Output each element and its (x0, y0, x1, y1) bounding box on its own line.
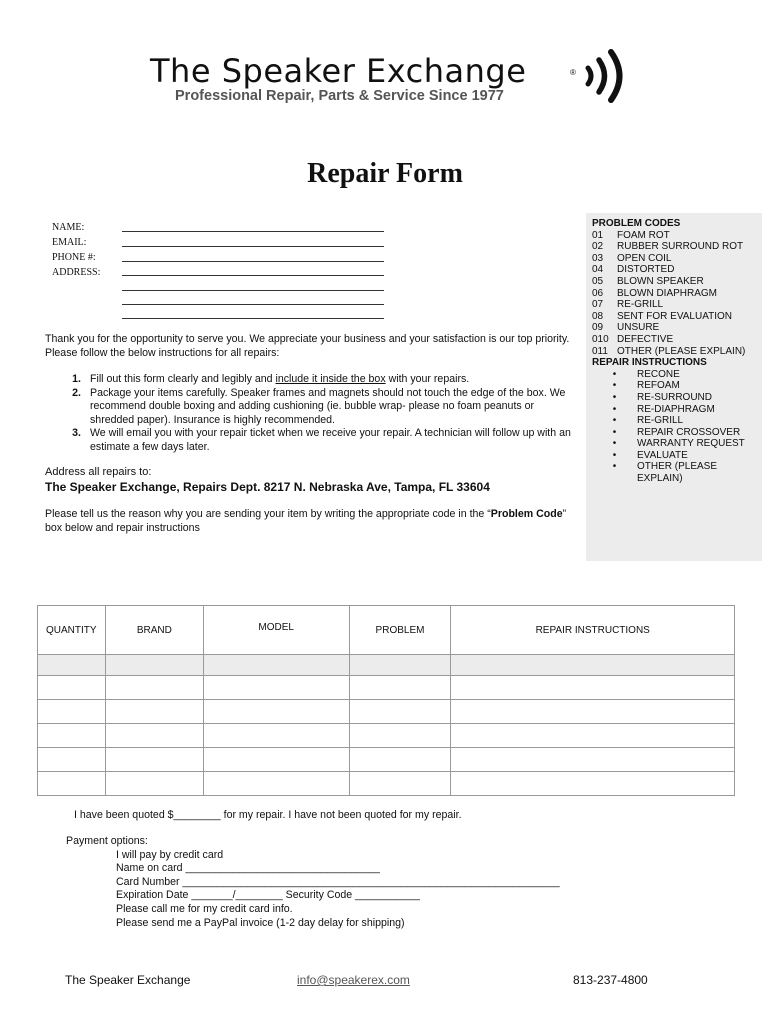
bullet-icon: • (612, 403, 617, 415)
code-number: 06 (592, 287, 604, 299)
name-label: NAME: (52, 222, 85, 233)
code-label: UNSURE (617, 322, 660, 334)
paypal-invoice-option[interactable]: Please send me a PayPal invoice (1-2 day delay for shipping) (116, 916, 405, 929)
step-text (90, 373, 575, 387)
bullet-icon: • (612, 391, 617, 403)
table-cell[interactable] (203, 676, 349, 700)
table-cell[interactable] (38, 748, 106, 772)
step-text-underlined: include it inside the box (275, 373, 386, 385)
repair-instruction-label: RE-GRILL (637, 415, 684, 427)
table-row (38, 748, 735, 772)
table-cell[interactable] (105, 676, 203, 700)
table-row (38, 700, 735, 724)
column-header-model: MODEL (203, 606, 349, 655)
repair-instruction-label: RECONE (637, 368, 680, 380)
code-number: 08 (592, 310, 604, 322)
instruction-step (45, 373, 575, 387)
column-header-brand: BRAND (105, 606, 203, 655)
quote-line: I have been quoted $________ for my repair. I have not been quoted for my repair. (74, 809, 462, 821)
intro-paragraph: Thank you for the opportunity to serve you. We appreciate your business and your satisfaction is our top priority. (45, 333, 570, 345)
repair-instruction-label: RE-SURROUND (637, 391, 712, 403)
page-title: Repair Form (307, 158, 463, 189)
step-text-part: with your repairs. (385, 373, 470, 385)
table-cell[interactable] (38, 724, 106, 748)
contact-field-labels (52, 220, 100, 280)
bullet-icon: • (612, 461, 617, 473)
step-number: 3. (72, 427, 81, 439)
table-cell[interactable] (451, 676, 735, 700)
table-cell[interactable] (38, 772, 106, 796)
instruction-steps (45, 373, 575, 454)
reason-text (45, 508, 575, 535)
code-label: SENT FOR EVALUATION (617, 310, 733, 322)
table-cell[interactable] (105, 772, 203, 796)
problem-code-item (592, 346, 756, 358)
table-cell[interactable] (203, 772, 349, 796)
table-cell[interactable] (349, 676, 451, 700)
table-cell[interactable] (349, 655, 451, 676)
address-field-line-2[interactable] (122, 290, 384, 291)
step-number: 2. (72, 386, 81, 399)
problem-code-item (592, 253, 756, 265)
phone-label: PHONE #: (52, 252, 96, 263)
table-cell[interactable] (203, 724, 349, 748)
repair-instruction-label: RE-DIAPHRAGM (637, 403, 715, 415)
bullet-icon: • (612, 368, 617, 380)
reason-text-part: Please tell us the reason why you are sending your item by writing the appropriate code in the “ (45, 508, 491, 520)
step-number: 1. (72, 373, 81, 385)
card-number-field[interactable]: Card Number ________________________________________________________________ (116, 875, 560, 888)
code-label: BLOWN DIAPHRAGM (617, 287, 718, 299)
column-header-repair-instructions: REPAIR INSTRUCTIONS (451, 606, 735, 655)
payment-options (66, 835, 560, 930)
repair-instruction-label: OTHER (PLEASE EXPLAIN) (637, 461, 718, 485)
problem-code-item (592, 288, 756, 300)
bullet-icon: • (612, 415, 617, 427)
table-cell[interactable] (349, 700, 451, 724)
code-label: FOAM ROT (617, 229, 670, 241)
registered-mark: ® (570, 68, 576, 77)
bullet-icon: • (612, 380, 617, 392)
table-cell[interactable] (105, 700, 203, 724)
reason-text-bold: Problem Code (490, 508, 563, 520)
code-number: 09 (592, 322, 604, 334)
column-header-quantity: QUANTITY (38, 606, 106, 655)
problem-codes-heading: PROBLEM CODES (592, 218, 681, 229)
repair-instructions-heading: REPAIR INSTRUCTIONS (592, 357, 707, 369)
table-cell[interactable] (349, 772, 451, 796)
step-text: We will email you with your repair ticket when we receive your repair. A technician will follow up with an estimate a few days later. (90, 427, 571, 453)
table-cell[interactable] (203, 748, 349, 772)
address-label: ADDRESS: (52, 267, 101, 278)
problem-codes-list (592, 230, 756, 358)
repair-instruction-item (592, 380, 756, 392)
problem-code-item (592, 334, 756, 346)
code-number: 02 (592, 241, 604, 253)
table-row (38, 676, 735, 700)
company-logo (150, 48, 640, 110)
repair-address: The Speaker Exchange, Repairs Dept. 8217 N. Nebraska Ave, Tampa, FL 33604 (45, 480, 490, 494)
logo-name: The Speaker Exchange (150, 52, 527, 90)
problem-code-item (592, 322, 756, 334)
code-number: 011 (592, 345, 608, 357)
problem-code-item (592, 230, 756, 242)
table-row (38, 772, 735, 796)
table-cell[interactable] (105, 748, 203, 772)
table-row (38, 724, 735, 748)
problem-code-item (592, 311, 756, 323)
code-label: OPEN COIL (617, 252, 672, 264)
repair-instruction-item (592, 438, 756, 450)
repair-instruction-label: WARRANTY REQUEST (637, 438, 745, 450)
phone-field[interactable] (122, 261, 384, 262)
table-cell[interactable] (105, 655, 203, 676)
table-cell[interactable] (451, 772, 735, 796)
table-cell[interactable] (105, 724, 203, 748)
instructions-lead: Please follow the below instructions for all repairs: (45, 346, 280, 359)
code-label: RUBBER SURROUND ROT (617, 241, 744, 253)
repair-instruction-item (592, 369, 756, 381)
table-cell[interactable] (38, 676, 106, 700)
problem-codes-box (586, 213, 762, 561)
repair-instruction-item (592, 427, 756, 439)
repair-instruction-label: EVALUATE (637, 449, 688, 461)
address-heading: Address all repairs to: (45, 466, 152, 478)
code-number: 04 (592, 264, 604, 276)
table-cell[interactable] (349, 748, 451, 772)
footer-email-link[interactable]: info@speakerex.com (297, 973, 410, 987)
code-number: 05 (592, 275, 604, 287)
problem-code-item (592, 299, 756, 311)
repair-instruction-item (592, 415, 756, 427)
reason-text-part: ” box below and repair instructions (45, 508, 567, 534)
email-label: EMAIL: (52, 237, 87, 248)
table-cell[interactable] (203, 700, 349, 724)
problem-code-item (592, 241, 756, 253)
code-label: OTHER (PLEASE EXPLAIN) (617, 345, 746, 357)
address-field-line-1[interactable] (122, 275, 384, 276)
code-number: 07 (592, 299, 604, 311)
problem-code-item (592, 264, 756, 276)
bullet-icon: • (612, 426, 617, 438)
repair-instruction-item (592, 450, 756, 462)
instruction-step (45, 387, 575, 428)
repair-instruction-item (592, 404, 756, 416)
email-field[interactable] (122, 246, 384, 247)
call-me-option[interactable]: Please call me for my credit card info. (116, 902, 293, 915)
footer-company: The Speaker Exchange (65, 973, 191, 987)
name-on-card-field[interactable]: Name on card _________________________________ (116, 862, 380, 875)
sound-waves-icon (582, 48, 632, 104)
bullet-icon: • (612, 438, 617, 450)
repair-instruction-item (592, 461, 756, 484)
table-cell[interactable] (349, 724, 451, 748)
column-header-problem: PROBLEM (349, 606, 451, 655)
table-cell[interactable] (203, 655, 349, 676)
intro-text (45, 333, 575, 360)
table-cell[interactable] (38, 655, 106, 676)
logo-tagline: Professional Repair, Parts & Service Since 1977 (175, 88, 504, 104)
code-number: 010 (592, 333, 609, 345)
code-label: DISTORTED (617, 264, 675, 276)
table-cell[interactable] (451, 655, 735, 676)
step-text-part: Fill out this form clearly and legibly and (90, 373, 276, 385)
table-cell[interactable] (451, 700, 735, 724)
repair-instructions-list (592, 369, 756, 485)
pay-by-credit-card-option[interactable]: I will pay by credit card (116, 848, 224, 861)
repair-instruction-label: REPAIR CROSSOVER (637, 426, 741, 438)
address-field-line-4[interactable] (122, 318, 384, 319)
name-field[interactable] (122, 231, 384, 232)
repair-instruction-item (592, 392, 756, 404)
address-field-line-3[interactable] (122, 304, 384, 305)
table-cell[interactable] (38, 700, 106, 724)
step-text: Package your items carefully. Speaker frames and magnets should not touch the edge of the box. We recommend double boxing and adding cushioning (ie. bubble wrap- please no foam peanuts or shredded paper). Insurance is highly recommended. (90, 386, 566, 426)
code-label: BLOWN SPEAKER (617, 275, 704, 287)
code-label: DEFECTIVE (617, 333, 674, 345)
table-cell[interactable] (451, 748, 735, 772)
table-row (38, 655, 735, 676)
instruction-step (45, 427, 575, 454)
problem-code-item (592, 276, 756, 288)
table-cell[interactable] (451, 724, 735, 748)
repair-items-table (37, 605, 735, 796)
payment-options-label: Payment options: (66, 835, 148, 847)
expiration-security-field[interactable]: Expiration Date _______/________ Security Code ___________ (116, 889, 420, 902)
footer-phone: 813-237-4800 (573, 973, 648, 987)
code-label: RE-GRILL (617, 299, 664, 311)
code-number: 03 (592, 252, 604, 264)
bullet-icon: • (612, 449, 617, 461)
repair-instruction-label: REFOAM (637, 380, 680, 392)
table-header-row (38, 606, 735, 655)
code-number: 01 (592, 229, 604, 241)
